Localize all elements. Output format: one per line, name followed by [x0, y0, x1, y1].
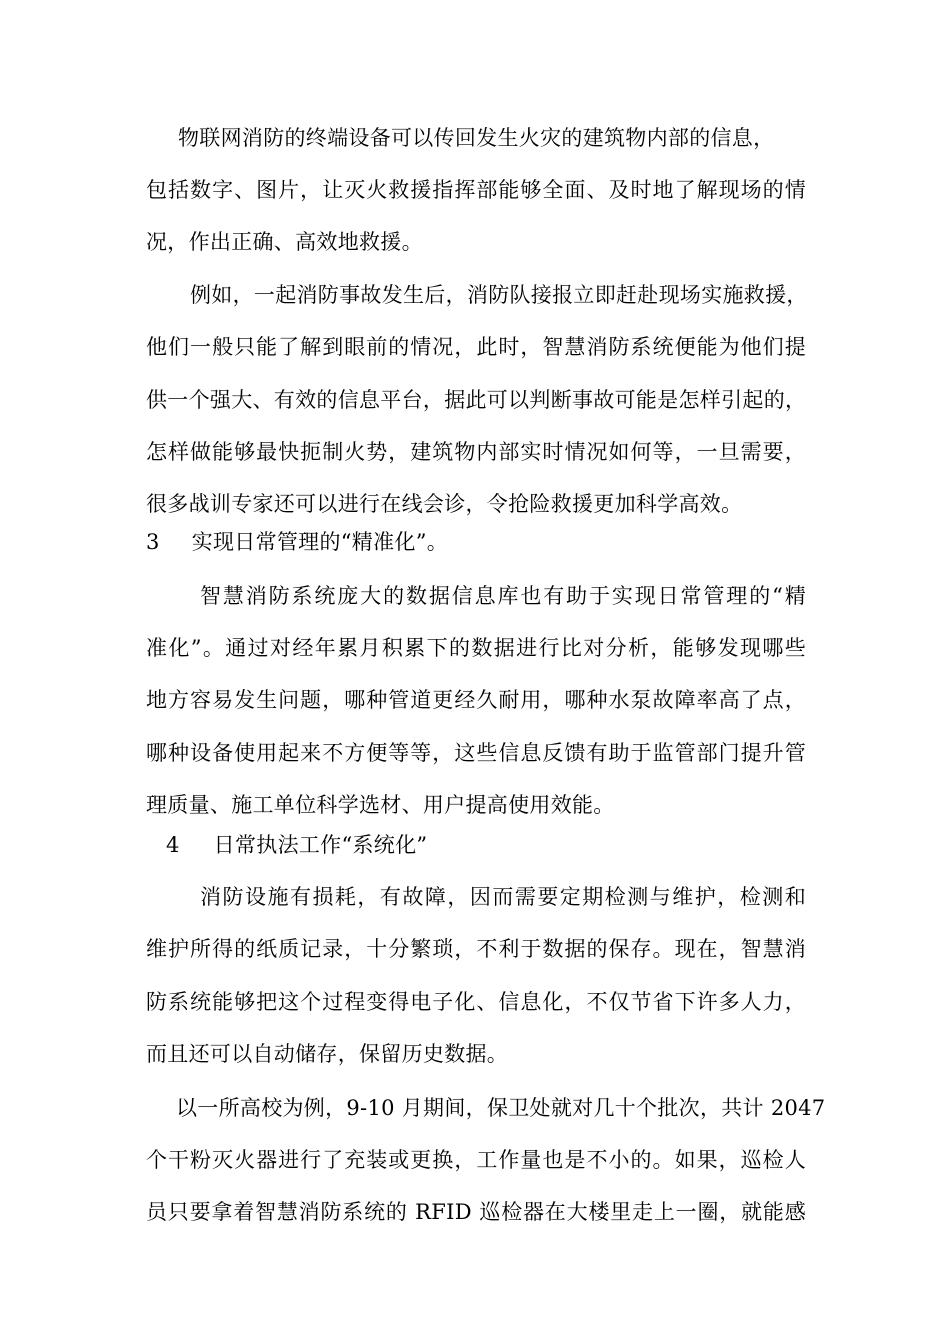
paragraph-line: 而且还可以自动储存，保留历史数据。	[146, 1042, 509, 1066]
paragraph-line: 很多战训专家还可以进行在线会诊，令抢险救援更加科学高效。	[146, 492, 743, 516]
paragraph-line: 理质量、施工单位科学选材、用户提高使用效能。	[146, 793, 615, 817]
paragraph-line: 员只要拿着智慧消防系统的 RFID 巡检器在大楼里走上一圈，就能感	[146, 1200, 806, 1224]
section-title: 实现日常管理的“精准化”。	[191, 530, 449, 554]
paragraph-line: 地方容易发生问题，哪种管道更经久耐用，哪种水泵故障率高了点，	[146, 688, 806, 712]
paragraph-line: 消防设施有损耗，有故障，因而需要定期检测与维护，检测和	[200, 885, 806, 909]
paragraph-line: 怎样做能够最快扼制火势，建筑物内部实时情况如何等，一旦需要，	[146, 440, 806, 464]
paragraph-line: 个干粉灭火器进行了充装或更换，工作量也是不小的。如果，巡检人	[146, 1148, 806, 1172]
section-title: 日常执法工作“系统化”	[213, 833, 428, 857]
paragraph-line: 包括数字、图片，让灭火救援指挥部能够全面、及时地了解现场的情	[146, 178, 806, 202]
paragraph-line: 物联网消防的终端设备可以传回发生火灾的建筑物内部的信息，	[178, 126, 775, 150]
paragraph-line: 他们一般只能了解到眼前的情况，此时，智慧消防系统便能为他们提	[146, 335, 806, 359]
paragraph-line: 供一个强大、有效的信息平台，据此可以判断事故可能是怎样引起的，	[146, 388, 807, 412]
paragraph-line: 维护所得的纸质记录，十分繁琐，不利于数据的保存。现在，智慧消	[146, 937, 806, 961]
section-heading	[146, 528, 806, 556]
paragraph-line: 防系统能够把这个过程变得电子化、信息化，不仅节省下许多人力，	[146, 990, 806, 1014]
section-heading	[166, 831, 826, 859]
section-number: 4	[166, 833, 180, 857]
section-number: 3	[146, 530, 160, 554]
paragraph-line: 智慧消防系统庞大的数据信息库也有助于实现日常管理的“精	[200, 584, 806, 608]
paragraph-line: 况，作出正确、高效地救援。	[146, 230, 423, 254]
paragraph-line: 以一所高校为例，9-10 月期间，保卫处就对几十个批次，共计 2047	[176, 1096, 826, 1120]
paragraph-line: 准化”。通过对经年累月积累下的数据进行比对分析，能够发现哪些	[146, 636, 806, 660]
paragraph-line: 例如，一起消防事故发生后，消防队接报立即赶赴现场实施救援，	[190, 283, 808, 307]
paragraph-line: 哪种设备使用起来不方便等等，这些信息反馈有助于监管部门提升管	[146, 741, 806, 765]
